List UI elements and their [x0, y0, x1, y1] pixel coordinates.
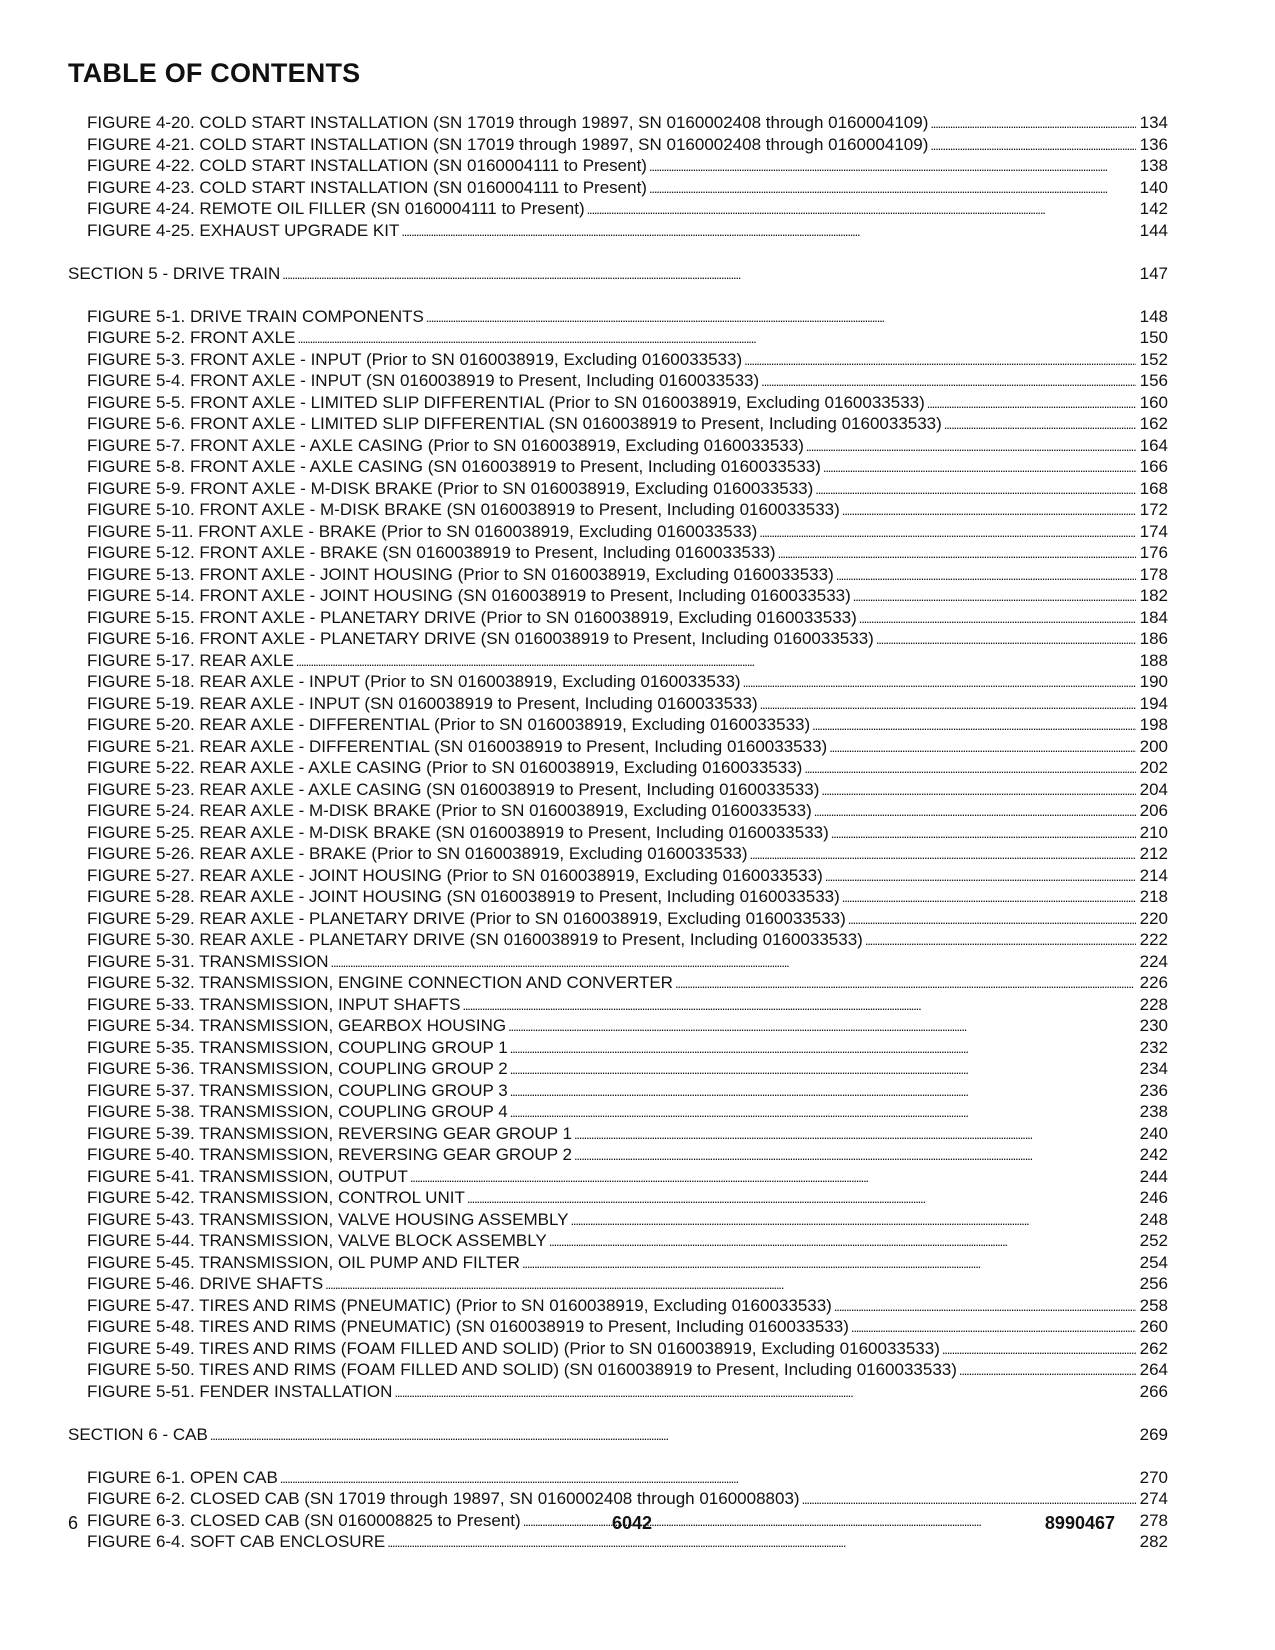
toc-entry-label: FIGURE 5-4. FRONT AXLE - INPUT (SN 0160038919 to Present, Including 0160033533)	[87, 371, 760, 390]
toc-entry-label: FIGURE 5-48. TIRES AND RIMS (PNEUMATIC) (SN 0160038919 to Present, Including 0160033533)	[87, 1317, 849, 1336]
toc-entry-page: 278	[1139, 1510, 1168, 1530]
dot-leader	[940, 1338, 1136, 1361]
toc-figure-entry[interactable]	[68, 1273, 1168, 1295]
dot-leader	[408, 1166, 1136, 1189]
toc-entry-label: FIGURE 5-28. REAR AXLE - JOINT HOUSING (SN 0160038919 to Present, Including 0160033533)	[87, 887, 840, 906]
toc-entry-label: FIGURE 5-41. TRANSMISSION, OUTPUT	[87, 1166, 408, 1186]
toc-figure-entry[interactable]	[68, 607, 1168, 629]
toc-figure-entry[interactable]	[68, 1101, 1168, 1123]
toc-figure-entry[interactable]	[68, 628, 1168, 650]
toc-figure-entry[interactable]	[68, 671, 1168, 693]
dot-leader	[280, 263, 1136, 286]
toc-figure-entry[interactable]	[68, 1058, 1168, 1080]
toc-entry-page: 244	[1139, 1166, 1168, 1186]
toc-entry-page: 248	[1139, 1209, 1168, 1229]
toc-figure-entry[interactable]	[68, 521, 1168, 543]
toc-entry-label: FIGURE 5-49. TIRES AND RIMS (FOAM FILLED AND SOLID) (Prior to SN 0160038919, Excluding 0160033533)	[87, 1338, 940, 1358]
dot-leader	[851, 585, 1136, 608]
toc-entry-label: FIGURE 5-19. REAR AXLE - INPUT (SN 0160038919 to Present, Including 0160033533)	[87, 693, 758, 713]
toc-entry-page: 176	[1139, 543, 1168, 562]
toc-entry-label: FIGURE 5-6. FRONT AXLE - LIMITED SLIP DIFFERENTIAL (SN 0160038919 to Present, Including 0160033533)	[87, 414, 942, 433]
toc-spacer	[68, 1445, 1168, 1467]
toc-figure-entry[interactable]	[68, 1295, 1168, 1317]
toc-figure-entry[interactable]	[68, 1252, 1168, 1274]
toc-entry-label: FIGURE 6-4. SOFT CAB ENCLOSURE	[87, 1532, 386, 1551]
toc-entry-page: 212	[1139, 844, 1168, 863]
toc-figure-entry[interactable]	[68, 1166, 1168, 1188]
toc-figure-entry[interactable]	[68, 413, 1168, 435]
dot-leader	[849, 1316, 1136, 1339]
toc-entry-page: 218	[1139, 887, 1168, 906]
toc-entry-label: FIGURE 5-36. TRANSMISSION, COUPLING GROUP 2	[87, 1059, 508, 1078]
toc-entry-label: FIGURE 6-2. CLOSED CAB (SN 17019 through 19897, SN 0160002408 through 0160008803)	[87, 1489, 800, 1508]
toc-figure-entry[interactable]	[68, 155, 1168, 177]
toc-entry-page: 246	[1139, 1188, 1168, 1207]
toc-figure-entry[interactable]	[68, 779, 1168, 801]
dot-leader	[520, 1252, 1136, 1275]
toc-entry-page: 270	[1139, 1467, 1168, 1487]
toc-entry-label: FIGURE 5-47. TIRES AND RIMS (PNEUMATIC) (Prior to SN 0160038919, Excluding 0160033533)	[87, 1295, 832, 1315]
toc-entry-label: FIGURE 5-46. DRIVE SHAFTS	[87, 1274, 324, 1293]
toc-figure-entry[interactable]	[68, 693, 1168, 715]
toc-figure-entry[interactable]	[68, 1531, 1168, 1553]
toc-entry-page: 274	[1139, 1489, 1168, 1508]
dot-leader	[572, 1144, 1136, 1167]
toc-entry-page: 234	[1139, 1059, 1168, 1078]
dot-leader	[827, 736, 1136, 759]
toc-entry-page: 214	[1139, 865, 1168, 885]
toc-figure-entry[interactable]	[68, 714, 1168, 736]
toc-entry-page: 160	[1139, 392, 1168, 412]
dot-leader	[928, 134, 1136, 157]
toc-entry-label: FIGURE 5-7. FRONT AXLE - AXLE CASING (Prior to SN 0160038919, Excluding 0160033533)	[87, 435, 804, 455]
dot-leader	[857, 607, 1136, 630]
toc-figure-entry[interactable]	[68, 865, 1168, 887]
toc-entry-page: 136	[1139, 134, 1168, 154]
dot-leader	[465, 1187, 1136, 1210]
toc-figure-entry[interactable]	[68, 306, 1168, 328]
toc-entry-page: 184	[1139, 607, 1168, 627]
dot-leader	[506, 1015, 1136, 1038]
toc-figure-entry[interactable]	[68, 1467, 1168, 1489]
toc-entry-page: 256	[1139, 1274, 1168, 1293]
toc-entry-page: 204	[1139, 779, 1168, 799]
toc-entry-label: SECTION 5 - DRIVE TRAIN	[68, 263, 281, 283]
dot-leader	[812, 800, 1136, 823]
toc-entry-page: 147	[1139, 263, 1168, 283]
toc-entry-label: FIGURE 5-13. FRONT AXLE - JOINT HOUSING (Prior to SN 0160038919, Excluding 0160033533)	[87, 564, 834, 584]
dot-leader	[508, 1058, 1136, 1081]
toc-entry-label: FIGURE 5-42. TRANSMISSION, CONTROL UNIT	[87, 1188, 465, 1207]
toc-entry-page: 252	[1139, 1231, 1168, 1250]
dot-leader	[568, 1209, 1136, 1232]
toc-figure-entry[interactable]	[68, 843, 1168, 865]
toc-entry-label: FIGURE 5-50. TIRES AND RIMS (FOAM FILLED AND SOLID) (SN 0160038919 to Present, Including 0160033533)	[87, 1360, 957, 1379]
toc-entry-page: 190	[1139, 672, 1168, 691]
dot-leader	[424, 306, 1136, 329]
footer-page-number: 6	[68, 1513, 79, 1533]
toc-entry-page: 186	[1139, 629, 1168, 648]
dot-leader	[802, 757, 1136, 780]
toc-entry-page: 264	[1139, 1360, 1168, 1379]
toc-entry-page: 168	[1139, 478, 1168, 498]
toc-entry-page: 282	[1139, 1532, 1168, 1551]
toc-entry-label: FIGURE 5-10. FRONT AXLE - M-DISK BRAKE (SN 0160038919 to Present, Including 0160033533)	[87, 500, 840, 519]
dot-leader	[810, 714, 1136, 737]
dot-leader	[813, 478, 1136, 501]
dot-leader	[673, 972, 1136, 995]
dot-leader	[758, 693, 1136, 716]
toc-entry-page: 148	[1139, 306, 1168, 326]
toc-section-entry[interactable]	[68, 1424, 1168, 1446]
toc-entry-page: 150	[1139, 328, 1168, 347]
toc-entry-page: 266	[1139, 1381, 1168, 1401]
toc-entry-label: FIGURE 5-11. FRONT AXLE - BRAKE (Prior to SN 0160038919, Excluding 0160033533)	[87, 521, 758, 541]
toc-entry-label: FIGURE 5-38. TRANSMISSION, COUPLING GROUP 4	[87, 1102, 508, 1121]
toc-entry-label: FIGURE 4-21. COLD START INSTALLATION (SN 17019 through 19897, SN 0160002408 through 0160004109)	[87, 134, 929, 154]
page-title: TABLE OF CONTENTS	[68, 58, 361, 88]
toc-entry-label: FIGURE 4-23. COLD START INSTALLATION (SN 0160004111 to Present)	[87, 177, 647, 197]
dot-leader	[647, 155, 1136, 178]
toc-spacer	[68, 1402, 1168, 1424]
toc-entry-page: 182	[1139, 586, 1168, 605]
toc-entry-label: FIGURE 5-31. TRANSMISSION	[87, 951, 329, 971]
dot-leader	[460, 994, 1136, 1017]
toc-entry-label: FIGURE 5-25. REAR AXLE - M-DISK BRAKE (SN 0160038919 to Present, Including 0160033533)	[87, 822, 829, 842]
dot-leader	[748, 843, 1136, 866]
toc-entry-label: FIGURE 5-24. REAR AXLE - M-DISK BRAKE (Prior to SN 0160038919, Excluding 0160033533)	[87, 801, 812, 820]
toc-entry-label: FIGURE 5-9. FRONT AXLE - M-DISK BRAKE (Prior to SN 0160038919, Excluding 0160033533)	[87, 478, 814, 498]
toc-figure-entry[interactable]	[68, 1123, 1168, 1145]
toc-entry-label: FIGURE 5-22. REAR AXLE - AXLE CASING (Prior to SN 0160038919, Excluding 0160033533)	[87, 758, 803, 777]
toc-entry-label: FIGURE 5-23. REAR AXLE - AXLE CASING (SN 0160038919 to Present, Including 0160033533)	[87, 779, 820, 799]
toc-figure-entry[interactable]	[68, 1080, 1168, 1102]
toc-entry-label: FIGURE 4-25. EXHAUST UPGRADE KIT	[87, 220, 400, 240]
toc-figure-entry[interactable]	[68, 1359, 1168, 1381]
toc-entry-label: FIGURE 5-17. REAR AXLE	[87, 650, 294, 670]
toc-list	[68, 112, 1168, 1553]
dot-leader	[278, 1467, 1136, 1490]
toc-entry-label: FIGURE 5-16. FRONT AXLE - PLANETARY DRIVE (SN 0160038919 to Present, Including 0160033533)	[87, 629, 874, 648]
dot-leader	[757, 521, 1136, 544]
toc-entry-page: 230	[1139, 1016, 1168, 1035]
toc-entry-label: FIGURE 5-43. TRANSMISSION, VALVE HOUSING ASSEMBLY	[87, 1209, 569, 1229]
toc-entry-page: 269	[1139, 1424, 1168, 1444]
toc-figure-entry[interactable]	[68, 736, 1168, 758]
toc-figure-entry[interactable]	[68, 1488, 1168, 1510]
toc-entry-label: FIGURE 5-35. TRANSMISSION, COUPLING GROUP 1	[87, 1037, 508, 1057]
toc-entry-label: FIGURE 5-21. REAR AXLE - DIFFERENTIAL (SN 0160038919 to Present, Including 0160033533)	[87, 736, 828, 756]
toc-spacer	[68, 284, 1168, 306]
toc-entry-label: FIGURE 5-44. TRANSMISSION, VALVE BLOCK ASSEMBLY	[87, 1231, 547, 1250]
toc-section-entry[interactable]	[68, 263, 1168, 285]
toc-entry-label: SECTION 6 - CAB	[68, 1424, 208, 1444]
toc-figure-entry[interactable]	[68, 220, 1168, 242]
dot-leader	[508, 1080, 1136, 1103]
footer-model: 6042	[612, 1513, 653, 1533]
toc-spacer	[68, 241, 1168, 263]
toc-entry-label: FIGURE 5-1. DRIVE TRAIN COMPONENTS	[87, 306, 424, 326]
dot-leader	[863, 929, 1136, 952]
toc-figure-entry[interactable]	[68, 951, 1168, 973]
toc-entry-label: FIGURE 5-27. REAR AXLE - JOINT HOUSING (Prior to SN 0160038919, Excluding 0160033533)	[87, 865, 823, 885]
toc-entry-page: 152	[1139, 349, 1168, 369]
dot-leader	[840, 886, 1136, 909]
dot-leader	[741, 671, 1136, 694]
toc-entry-page: 240	[1139, 1123, 1168, 1143]
toc-entry-page: 144	[1139, 220, 1168, 240]
toc-entry-page: 242	[1139, 1145, 1168, 1164]
toc-figure-entry[interactable]	[68, 1209, 1168, 1231]
toc-entry-label: FIGURE 5-26. REAR AXLE - BRAKE (Prior to SN 0160038919, Excluding 0160033533)	[87, 844, 748, 863]
toc-figure-entry[interactable]	[68, 564, 1168, 586]
dot-leader	[647, 177, 1136, 200]
toc-entry-page: 138	[1139, 156, 1168, 175]
toc-entry-page: 202	[1139, 758, 1168, 777]
toc-entry-page: 210	[1139, 822, 1168, 842]
footer-part-number: 8990467	[1044, 1513, 1115, 1533]
toc-entry-page: 140	[1139, 177, 1168, 197]
toc-entry-label: FIGURE 5-29. REAR AXLE - PLANETARY DRIVE (Prior to SN 0160038919, Excluding 0160033533)	[87, 908, 846, 928]
toc-figure-entry[interactable]	[68, 585, 1168, 607]
toc-figure-entry[interactable]	[68, 886, 1168, 908]
toc-entry-page: 254	[1139, 1252, 1168, 1272]
toc-entry-page: 258	[1139, 1295, 1168, 1315]
toc-figure-entry[interactable]	[68, 972, 1168, 994]
dot-leader	[399, 220, 1136, 243]
dot-leader	[742, 349, 1136, 372]
toc-entry-label: FIGURE 4-20. COLD START INSTALLATION (SN 17019 through 19897, SN 0160002408 through 0160004109)	[87, 113, 929, 132]
dot-leader	[874, 628, 1136, 651]
toc-entry-page: 172	[1139, 500, 1168, 519]
dot-leader	[585, 198, 1136, 221]
toc-entry-label: FIGURE 5-40. TRANSMISSION, REVERSING GEAR GROUP 2	[87, 1145, 572, 1164]
toc-entry-page: 166	[1139, 457, 1168, 476]
dot-leader	[295, 327, 1136, 350]
dot-leader	[832, 1295, 1136, 1318]
dot-leader	[804, 435, 1136, 458]
toc-figure-entry[interactable]	[68, 1037, 1168, 1059]
dot-leader	[829, 822, 1136, 845]
toc-figure-entry[interactable]	[68, 650, 1168, 672]
toc-figure-entry[interactable]	[68, 757, 1168, 779]
toc-entry-label: FIGURE 5-20. REAR AXLE - DIFFERENTIAL (Prior to SN 0160038919, Excluding 0160033533)	[87, 715, 811, 734]
toc-figure-entry[interactable]	[68, 177, 1168, 199]
toc-entry-label: FIGURE 5-39. TRANSMISSION, REVERSING GEAR GROUP 1	[87, 1123, 572, 1143]
toc-figure-entry[interactable]	[68, 134, 1168, 156]
dot-leader	[925, 392, 1136, 415]
dot-leader	[840, 499, 1136, 522]
toc-figure-entry[interactable]	[68, 1230, 1168, 1252]
toc-entry-page: 206	[1139, 801, 1168, 820]
toc-entry-page: 224	[1139, 951, 1168, 971]
toc-entry-label: FIGURE 5-12. FRONT AXLE - BRAKE (SN 0160038919 to Present, Including 0160033533)	[87, 543, 776, 562]
dot-leader	[572, 1123, 1136, 1146]
dot-leader	[821, 456, 1136, 479]
toc-entry-page: 188	[1139, 650, 1168, 670]
toc-entry-label: FIGURE 5-32. TRANSMISSION, ENGINE CONNECTION AND CONVERTER	[87, 973, 673, 992]
dot-leader	[208, 1424, 1136, 1447]
toc-figure-entry[interactable]	[68, 327, 1168, 349]
dot-leader	[942, 413, 1136, 436]
dot-leader	[776, 542, 1136, 565]
toc-entry-label: FIGURE 4-24. REMOTE OIL FILLER (SN 0160004111 to Present)	[87, 199, 585, 218]
dot-leader	[928, 112, 1136, 135]
toc-figure-entry[interactable]	[68, 1381, 1168, 1403]
toc-entry-page: 134	[1139, 113, 1168, 132]
toc-figure-entry[interactable]	[68, 499, 1168, 521]
toc-figure-entry[interactable]	[68, 349, 1168, 371]
toc-entry-label: FIGURE 5-5. FRONT AXLE - LIMITED SLIP DIFFERENTIAL (Prior to SN 0160038919, Excluding 0160033533)	[87, 392, 925, 412]
toc-entry-label: FIGURE 5-15. FRONT AXLE - PLANETARY DRIVE (Prior to SN 0160038919, Excluding 0160033533)	[87, 607, 857, 627]
toc-entry-page: 228	[1139, 994, 1168, 1014]
toc-figure-entry[interactable]	[68, 478, 1168, 500]
toc-entry-page: 236	[1139, 1080, 1168, 1100]
toc-entry-label: FIGURE 5-8. FRONT AXLE - AXLE CASING (SN 0160038919 to Present, Including 0160033533)	[87, 457, 821, 476]
toc-figure-entry[interactable]	[68, 822, 1168, 844]
toc-figure-entry[interactable]	[68, 198, 1168, 220]
toc-entry-label: FIGURE 5-34. TRANSMISSION, GEARBOX HOUSING	[87, 1016, 507, 1035]
dot-leader	[823, 865, 1136, 888]
dot-leader	[759, 370, 1136, 393]
toc-figure-entry[interactable]	[68, 994, 1168, 1016]
toc-figure-entry[interactable]	[68, 1187, 1168, 1209]
dot-leader	[846, 908, 1136, 931]
toc-entry-label: FIGURE 6-3. CLOSED CAB (SN 0160008825 to Present)	[87, 1510, 521, 1530]
toc-entry-label: FIGURE 4-22. COLD START INSTALLATION (SN 0160004111 to Present)	[87, 156, 647, 175]
toc-entry-page: 156	[1139, 371, 1168, 390]
toc-figure-entry[interactable]	[68, 435, 1168, 457]
toc-figure-entry[interactable]	[68, 1015, 1168, 1037]
toc-figure-entry[interactable]	[68, 1316, 1168, 1338]
dot-leader	[800, 1488, 1136, 1511]
toc-entry-label: FIGURE 6-1. OPEN CAB	[87, 1467, 278, 1487]
toc-entry-page: 226	[1139, 973, 1168, 992]
toc-entry-page: 164	[1139, 435, 1168, 455]
toc-entry-page: 178	[1139, 564, 1168, 584]
toc-figure-entry[interactable]	[68, 908, 1168, 930]
toc-figure-entry[interactable]	[68, 112, 1168, 134]
toc-entry-label: FIGURE 5-18. REAR AXLE - INPUT (Prior to SN 0160038919, Excluding 0160033533)	[87, 672, 741, 691]
toc-entry-page: 142	[1139, 199, 1168, 218]
toc-figure-entry[interactable]	[68, 800, 1168, 822]
toc-figure-entry[interactable]	[68, 392, 1168, 414]
toc-entry-page: 220	[1139, 908, 1168, 928]
toc-entry-page: 232	[1139, 1037, 1168, 1057]
dot-leader	[294, 650, 1136, 673]
toc-figure-entry[interactable]	[68, 1338, 1168, 1360]
dot-leader	[323, 1273, 1136, 1296]
dot-leader	[508, 1037, 1136, 1060]
toc-entry-page: 222	[1139, 930, 1168, 949]
toc-entry-page: 238	[1139, 1102, 1168, 1121]
toc-entry-label: FIGURE 5-37. TRANSMISSION, COUPLING GROUP 3	[87, 1080, 508, 1100]
toc-entry-page: 260	[1139, 1317, 1168, 1336]
toc-figure-entry[interactable]	[68, 929, 1168, 951]
toc-entry-label: FIGURE 5-33. TRANSMISSION, INPUT SHAFTS	[87, 994, 461, 1014]
dot-leader	[819, 779, 1136, 802]
toc-entry-label: FIGURE 5-2. FRONT AXLE	[87, 328, 296, 347]
toc-entry-label: FIGURE 5-45. TRANSMISSION, OIL PUMP AND FILTER	[87, 1252, 520, 1272]
toc-entry-page: 198	[1139, 715, 1168, 734]
toc-entry-page: 200	[1139, 736, 1168, 756]
toc-entry-label: FIGURE 5-14. FRONT AXLE - JOINT HOUSING (SN 0160038919 to Present, Including 0160033533)	[87, 586, 851, 605]
toc-entry-label: FIGURE 5-51. FENDER INSTALLATION	[87, 1381, 393, 1401]
toc-entry-page: 262	[1139, 1338, 1168, 1358]
toc-entry-label: FIGURE 5-3. FRONT AXLE - INPUT (Prior to SN 0160038919, Excluding 0160033533)	[87, 349, 743, 369]
toc-figure-entry[interactable]	[68, 456, 1168, 478]
dot-leader	[392, 1381, 1136, 1404]
toc-figure-entry[interactable]	[68, 542, 1168, 564]
toc-entry-label: FIGURE 5-30. REAR AXLE - PLANETARY DRIVE (SN 0160038919 to Present, Including 0160033533)	[87, 930, 863, 949]
toc-figure-entry[interactable]	[68, 1144, 1168, 1166]
dot-leader	[957, 1359, 1136, 1382]
toc-entry-page: 174	[1139, 521, 1168, 541]
dot-leader	[329, 951, 1136, 974]
dot-leader	[547, 1230, 1136, 1253]
dot-leader	[508, 1101, 1136, 1124]
dot-leader	[385, 1531, 1136, 1554]
toc-figure-entry[interactable]	[68, 370, 1168, 392]
toc-entry-page: 162	[1139, 414, 1168, 433]
dot-leader	[834, 564, 1136, 587]
toc-entry-page: 194	[1139, 693, 1168, 713]
